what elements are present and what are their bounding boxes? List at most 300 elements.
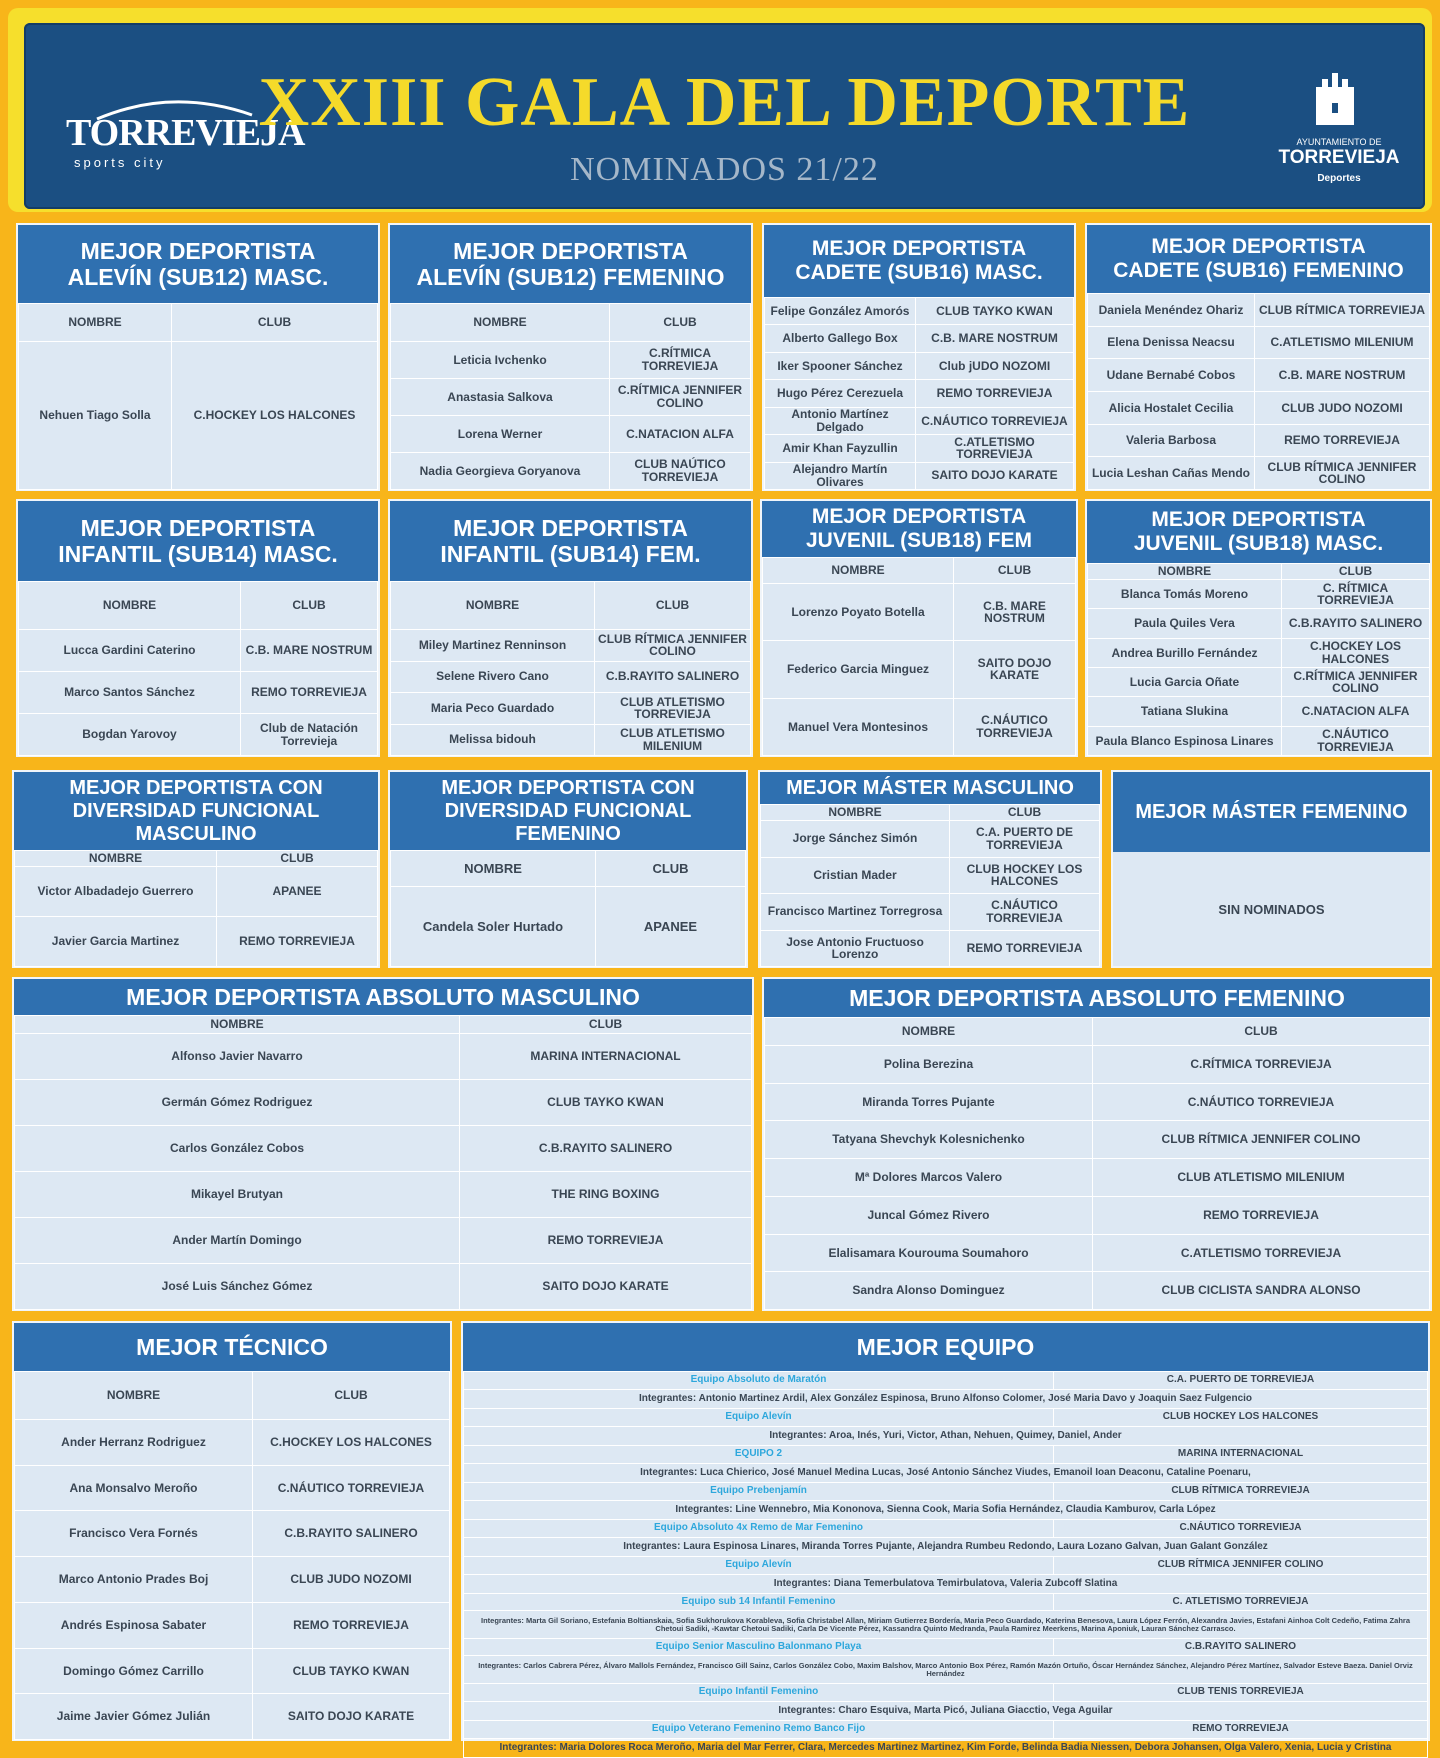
- nominee-club: REMO TORREVIEJA: [241, 672, 378, 714]
- banner-panel: [24, 23, 1425, 209]
- team-members-row: [464, 1702, 1428, 1721]
- nominee-club: SAITO DOJO KARATE: [954, 641, 1076, 698]
- nominee-club: C.NÁUTICO TORREVIEJA: [950, 894, 1100, 931]
- table-row: [1088, 726, 1430, 755]
- table-row: [765, 1234, 1430, 1272]
- table-row: [1088, 391, 1430, 424]
- nominee-name: Selene Rivero Cano: [391, 661, 595, 693]
- nominee-name: Francisco Martinez Torregrosa: [761, 894, 950, 931]
- nominee-name: Udane Bernabé Cobos: [1088, 359, 1255, 392]
- nominee-name: Alicia Hostalet Cecilia: [1088, 391, 1255, 424]
- team-members-row: [464, 1575, 1428, 1594]
- section-box: [12, 977, 754, 1311]
- nominee-name: Valeria Barbosa: [1088, 424, 1255, 457]
- nominee-name: Ander Herranz Rodriguez: [15, 1420, 253, 1466]
- nominee-name: Polina Berezina: [765, 1046, 1093, 1084]
- table-row: [15, 1034, 752, 1080]
- section-title: [14, 1323, 450, 1371]
- nominee-name: Marco Santos Sánchez: [19, 672, 241, 714]
- nominees-table: [390, 303, 751, 490]
- section-title: [390, 772, 746, 850]
- table-row: [761, 894, 1100, 931]
- nominee-name: Alejandro Martín Olivares: [765, 462, 916, 489]
- team-club: REMO TORREVIEJA: [1054, 1721, 1428, 1739]
- column-header-nombre: NOMBRE: [15, 1372, 253, 1420]
- table-row: [765, 435, 1074, 462]
- team-members: Integrantes: Antonio Martinez Ardil, Alex González Espinosa, Bruno Alfonso Colomer, José Maria Davo y Joaquin Saez Fulgencio: [464, 1390, 1428, 1409]
- team-row: [464, 1446, 1428, 1464]
- section-title: [1087, 225, 1430, 293]
- team-members: Integrantes: Carlos Cabrera Pérez, Álvaro Mallols Fernández, Francisco Gill Sainz, Carlos González Cobo, Maxim Balshov, Marco Antonio Box Pérez, Ramón Mazón Ortuño, Óscar Hernández Sánchez, Alejandro Pérez Martínez, Salvador Esteve Baeza. Daniel Orviz Hernández: [464, 1656, 1428, 1684]
- nominee-club: C.HOCKEY LOS HALCONES: [172, 342, 378, 490]
- column-header-club: CLUB: [596, 851, 746, 887]
- section-title-line: MEJOR DEPORTISTA CON: [441, 776, 695, 799]
- section-title: [760, 772, 1100, 804]
- nominee-name: Juncal Gómez Rivero: [765, 1196, 1093, 1234]
- nominee-name: Cristian Mader: [761, 857, 950, 894]
- table-row: [391, 724, 751, 756]
- section-title-line: ALEVÍN (SUB12) FEMENINO: [416, 264, 725, 290]
- column-header-club: CLUB: [253, 1372, 450, 1420]
- table-row: [1088, 326, 1430, 359]
- nominees-table: [390, 581, 751, 756]
- nominee-name: Jose Antonio Fructuoso Lorenzo: [761, 930, 950, 967]
- table-row: [15, 1126, 752, 1172]
- team-members-row: [464, 1656, 1428, 1684]
- table-row: [391, 630, 751, 662]
- table-row: [15, 1694, 450, 1740]
- nominee-name: José Luis Sánchez Gómez: [15, 1264, 460, 1310]
- nominee-club: CLUB CICLISTA SANDRA ALONSO: [1093, 1272, 1430, 1310]
- team-members: Integrantes: Marta Gil Soriano, Estefania Boltianskaia, Sofia Sukhorukova Korableva, Sofia Christabel Allan, Miriam Gutierrez Bordería, Maria Peco Guardado, Katerina Benesova, Laura López Ferrón, Alexandra Javies, Estafani Ainhoa Colt Cedeño, Fatima Zahra Chetoui Sadiki, -Kawtar Chetoui Sadiki, Carla De Vicente Pérez, Kassandra Quinto Medranda, Paula Ramirez Meerkens, Marina Aponiuk, Lauran Sánchez Carrasco.: [464, 1611, 1428, 1639]
- column-header-nombre: NOMBRE: [763, 558, 954, 584]
- nominee-club: C.NÁUTICO TORREVIEJA: [916, 407, 1074, 434]
- column-header-nombre: NOMBRE: [391, 851, 596, 887]
- table-row: [1088, 424, 1430, 457]
- nominee-name: Blanca Tomás Moreno: [1088, 580, 1282, 609]
- table-row: [15, 1080, 752, 1126]
- nominee-club: C.HOCKEY LOS HALCONES: [1282, 638, 1430, 667]
- nominee-club: CLUB ATLETISMO MILENIUM: [595, 724, 751, 756]
- team-club: CLUB HOCKEY LOS HALCONES: [1054, 1409, 1428, 1427]
- team-club: MARINA INTERNACIONAL: [1054, 1446, 1428, 1464]
- table-row: [15, 1420, 450, 1466]
- table-row: [391, 379, 751, 416]
- nominee-club: APANEE: [217, 867, 378, 917]
- column-header-nombre: NOMBRE: [1088, 564, 1282, 580]
- nominee-club: CLUB RÍTMICA JENNIFER COLINO: [1255, 457, 1430, 490]
- nominee-name: Bogdan Yarovoy: [19, 714, 241, 756]
- nominee-club: REMO TORREVIEJA: [916, 380, 1074, 407]
- nominees-table: [764, 297, 1074, 490]
- nominee-name: Paula Blanco Espinosa Linares: [1088, 726, 1282, 755]
- table-row: [15, 917, 378, 967]
- team-row: [464, 1684, 1428, 1702]
- logo-name: TORREVIEJA: [66, 112, 305, 154]
- top-banner: [8, 8, 1432, 212]
- column-header-club: CLUB: [950, 805, 1100, 821]
- team-row: [464, 1594, 1428, 1611]
- column-header-club: CLUB: [610, 304, 751, 342]
- team-name: Equipo Veterano Femenino Remo Banco Fijo: [464, 1721, 1054, 1739]
- column-header-club: CLUB: [954, 558, 1076, 584]
- section-title-line: JUVENIL (SUB18) MASC.: [1133, 532, 1384, 555]
- page-title: XXIII GALA DEL DEPORTE: [258, 64, 1191, 141]
- nominee-name: Mikayel Brutyan: [15, 1172, 460, 1218]
- section-title-line: DIVERSIDAD FUNCIONAL: [444, 799, 692, 822]
- nominee-club: C.RÍTMICA TORREVIEJA: [610, 342, 751, 379]
- section-box: [16, 223, 380, 491]
- team-name: Equipo Alevín: [464, 1557, 1054, 1575]
- table-row: [765, 1196, 1430, 1234]
- nominees-table: [14, 1371, 450, 1740]
- logo-line3: Deportes: [1317, 173, 1361, 184]
- section-title-line: MEJOR DEPORTISTA: [453, 514, 688, 541]
- column-header-nombre: NOMBRE: [391, 582, 595, 630]
- nominee-name: Iker Spooner Sánchez: [765, 352, 916, 379]
- nominee-name: Lorena Werner: [391, 416, 610, 453]
- table-row: [765, 1083, 1430, 1121]
- nominee-club: C.NÁUTICO TORREVIEJA: [954, 698, 1076, 755]
- section-title-line: INFANTIL (SUB14) MASC.: [58, 541, 338, 567]
- nominees-table: [390, 850, 746, 967]
- nominee-club: C.ATLETISMO TORREVIEJA: [1093, 1234, 1430, 1272]
- nominees-table: [18, 581, 378, 756]
- team-club: CLUB RÍTMICA JENNIFER COLINO: [1054, 1557, 1428, 1575]
- nominee-name: Andrea Burillo Fernández: [1088, 638, 1282, 667]
- column-header-club: CLUB: [460, 1016, 752, 1034]
- team-members-row: [464, 1427, 1428, 1446]
- nominee-name: Lucia Garcia Oñate: [1088, 667, 1282, 696]
- nominee-name: Alfonso Javier Navarro: [15, 1034, 460, 1080]
- table-row: [765, 462, 1074, 489]
- table-row: [15, 867, 378, 917]
- table-row: [1088, 697, 1430, 726]
- nominee-name: Domingo Gómez Carrillo: [15, 1648, 253, 1694]
- table-row: [15, 1648, 450, 1694]
- nominee-club: C.B. MARE NOSTRUM: [1255, 359, 1430, 392]
- nominee-club: C.RÍTMICA JENNIFER COLINO: [610, 379, 751, 416]
- nominee-club: CLUB HOCKEY LOS HALCONES: [950, 857, 1100, 894]
- section-title-line: MEJOR DEPORTISTA CON: [69, 776, 323, 799]
- sin-nominados: SIN NOMINADOS: [1218, 901, 1325, 917]
- column-header-club: CLUB: [217, 851, 378, 867]
- team-name: Equipo Prebenjamín: [464, 1483, 1054, 1501]
- nominee-name: Marco Antonio Prades Boj: [15, 1557, 253, 1603]
- team-row: [464, 1721, 1428, 1739]
- section-title: [18, 501, 378, 581]
- nominees-table: [1087, 563, 1430, 756]
- section-title-line: INFANTIL (SUB14) FEM.: [440, 541, 701, 567]
- table-row: [391, 661, 751, 693]
- section-box: [1085, 499, 1432, 757]
- team-members-row: [464, 1538, 1428, 1557]
- nominee-name: Elena Denissa Neacsu: [1088, 326, 1255, 359]
- nominee-name: Leticia Ivchenko: [391, 342, 610, 379]
- section-title-line: MEJOR DEPORTISTA: [453, 237, 688, 264]
- nominees-table: [762, 557, 1076, 756]
- section-box: [12, 770, 380, 968]
- nominee-name: Germán Gómez Rodriguez: [15, 1080, 460, 1126]
- nominee-name: Francisco Vera Fornés: [15, 1511, 253, 1557]
- nominee-club: THE RING BOXING: [460, 1172, 752, 1218]
- column-header-club: CLUB: [241, 582, 378, 630]
- column-header-nombre: NOMBRE: [761, 805, 950, 821]
- nominee-club: CLUB TAYKO KWAN: [253, 1648, 450, 1694]
- ayuntamiento-logo: [1264, 73, 1414, 193]
- nominee-club: REMO TORREVIEJA: [1255, 424, 1430, 457]
- table-row: [763, 584, 1076, 641]
- section-title: [762, 501, 1076, 557]
- column-header-club: CLUB: [1093, 1018, 1430, 1046]
- nominee-club: C.NATACION ALFA: [610, 416, 751, 453]
- team-name: Equipo Absoluto 4x Remo de Mar Femenino: [464, 1520, 1054, 1538]
- nominee-name: Federico Garcia Minguez: [763, 641, 954, 698]
- nominee-name: Andrés Espinosa Sabater: [15, 1602, 253, 1648]
- section-box: [762, 977, 1432, 1311]
- nominee-name: Carlos González Cobos: [15, 1126, 460, 1172]
- nominee-name: Melissa bidouh: [391, 724, 595, 756]
- section-title-line: CADETE (SUB16) MASC.: [795, 261, 1043, 284]
- table-row: [765, 298, 1074, 325]
- nominees-table: [14, 850, 378, 967]
- table-row: [765, 380, 1074, 407]
- section-box: [16, 499, 380, 757]
- team-members: Integrantes: Luca Chierico, José Manuel Medina Lucas, José Antonio Sánchez Viudes, Emanoil Ioan Deaconu, Cataline Poenaru,: [464, 1464, 1428, 1483]
- nominee-name: Lorenzo Poyato Botella: [763, 584, 954, 641]
- table-row: [15, 1557, 450, 1603]
- nominee-club: C.B.RAYITO SALINERO: [595, 661, 751, 693]
- nominee-name: Manuel Vera Montesinos: [763, 698, 954, 755]
- nominee-name: Miley Martinez Renninson: [391, 630, 595, 662]
- team-club: C.A. PUERTO DE TORREVIEJA: [1054, 1372, 1428, 1390]
- section-title-line: JUVENIL (SUB18) FEM: [806, 529, 1032, 552]
- section-title-line: ALEVÍN (SUB12) MASC.: [67, 264, 329, 290]
- nominee-club: C.NÁUTICO TORREVIEJA: [1282, 726, 1430, 755]
- nominee-name: Felipe González Amorós: [765, 298, 916, 325]
- section-title-line: MEJOR DEPORTISTA: [811, 236, 1027, 260]
- nominee-name: Maria Peco Guardado: [391, 693, 595, 725]
- section-title-line: MEJOR DEPORTISTA: [811, 504, 1027, 528]
- section-title-line: MEJOR DEPORTISTA: [1151, 507, 1366, 531]
- team-name: Equipo Alevín: [464, 1409, 1054, 1427]
- team-name: EQUIPO 2: [464, 1446, 1054, 1464]
- mejor-equipo-table: [463, 1371, 1428, 1758]
- team-club: C.B.RAYITO SALINERO: [1054, 1639, 1428, 1656]
- section-box: [388, 499, 753, 757]
- section-title-line: MEJOR DEPORTISTA ABSOLUTO FEMENINO: [849, 984, 1345, 1011]
- team-members: Integrantes: Charo Esquiva, Marta Picó, Juliana Giacctio, Vega Aguilar: [464, 1702, 1428, 1721]
- table-row: [15, 1264, 752, 1310]
- nominee-club: Club jUDO NOZOMI: [916, 352, 1074, 379]
- section-title: [764, 979, 1430, 1017]
- table-row: [1088, 638, 1430, 667]
- section-title: [390, 225, 751, 303]
- column-header-club: CLUB: [595, 582, 751, 630]
- page-subtitle: NOMINADOS 21/22: [570, 151, 879, 188]
- team-members: Integrantes: Line Wennebro, Mia Kononova, Sienna Cook, Maria Sofia Hernández, Claudia Kamburov, Carla López: [464, 1501, 1428, 1520]
- section-title: [1087, 501, 1430, 563]
- section-title: [764, 225, 1074, 297]
- table-row: [15, 1602, 450, 1648]
- nominees-table: [760, 804, 1100, 967]
- nominee-club: C.RÍTMICA JENNIFER COLINO: [1282, 667, 1430, 696]
- team-members: Integrantes: Diana Temerbulatova Temirbulatova, Valeria Zubcoff Slatina: [464, 1575, 1428, 1594]
- logo-tagline: sports city: [74, 155, 166, 170]
- nominee-club: REMO TORREVIEJA: [460, 1218, 752, 1264]
- section-title-line: MEJOR MÁSTER MASCULINO: [786, 776, 1074, 799]
- section-title: [18, 225, 378, 303]
- nominees-table: [764, 1017, 1430, 1310]
- nominee-name: Victor Albadadejo Guerrero: [15, 867, 217, 917]
- nominee-name: Candela Soler Hurtado: [391, 887, 596, 967]
- table-row: [765, 407, 1074, 434]
- nominee-name: Ana Monsalvo Meroño: [15, 1465, 253, 1511]
- nominees-table: [18, 303, 378, 490]
- nominee-name: Nadia Georgieva Goryanova: [391, 453, 610, 490]
- nominee-name: Antonio Martínez Delgado: [765, 407, 916, 434]
- nominee-club: C.B.RAYITO SALINERO: [253, 1511, 450, 1557]
- nominee-club: C.RÍTMICA TORREVIEJA: [1093, 1046, 1430, 1084]
- section-title-line: MEJOR DEPORTISTA: [1151, 234, 1366, 258]
- nominee-name: Lucca Gardini Caterino: [19, 630, 241, 672]
- nominee-club: REMO TORREVIEJA: [1093, 1196, 1430, 1234]
- nominee-name: Jorge Sánchez Simón: [761, 821, 950, 858]
- team-name: Equipo Absoluto de Maratón: [464, 1372, 1054, 1390]
- nominee-club: C.B. MARE NOSTRUM: [241, 630, 378, 672]
- column-header-nombre: NOMBRE: [19, 582, 241, 630]
- section-title-line: CADETE (SUB16) FEMENINO: [1113, 259, 1404, 282]
- nominee-name: Sandra Alonso Dominguez: [765, 1272, 1093, 1310]
- nominee-club: C.B.RAYITO SALINERO: [1282, 609, 1430, 638]
- nominee-club: C.A. PUERTO DE TORREVIEJA: [950, 821, 1100, 858]
- table-row: [391, 416, 751, 453]
- table-row: [1088, 609, 1430, 638]
- nominee-name: Jaime Javier Gómez Julián: [15, 1694, 253, 1740]
- table-row: [1088, 294, 1430, 327]
- table-row: [15, 1218, 752, 1264]
- table-row: [19, 342, 378, 490]
- team-members-row: [464, 1501, 1428, 1520]
- nominee-club: CLUB RÍTMICA JENNIFER COLINO: [595, 630, 751, 662]
- column-header-club: CLUB: [1282, 564, 1430, 580]
- nominee-club: SAITO DOJO KARATE: [253, 1694, 450, 1740]
- team-row: [464, 1372, 1428, 1390]
- section-title-line: MEJOR DEPORTISTA ABSOLUTO MASCULINO: [126, 983, 640, 1010]
- section-title-line: DIVERSIDAD FUNCIONAL: [72, 799, 320, 822]
- column-header-nombre: NOMBRE: [15, 1016, 460, 1034]
- nominee-name: Anastasia Salkova: [391, 379, 610, 416]
- nominee-club: APANEE: [596, 887, 746, 967]
- nominee-club: MARINA INTERNACIONAL: [460, 1034, 752, 1080]
- nominee-club: C.NATACION ALFA: [1282, 697, 1430, 726]
- table-row: [761, 821, 1100, 858]
- column-header-nombre: NOMBRE: [391, 304, 610, 342]
- section-title: [14, 979, 752, 1015]
- nominee-club: C.NÁUTICO TORREVIEJA: [1093, 1083, 1430, 1121]
- nominee-club: CLUB RÍTMICA JENNIFER COLINO: [1093, 1121, 1430, 1159]
- table-row: [765, 1272, 1430, 1310]
- team-club: CLUB RÍTMICA TORREVIEJA: [1054, 1483, 1428, 1501]
- team-members-row: [464, 1390, 1428, 1409]
- castle-icon: [1312, 73, 1358, 125]
- table-row: [15, 1465, 450, 1511]
- nominee-club: CLUB NAÚTICO TORREVIEJA: [610, 453, 751, 490]
- section-title-line: MEJOR MÁSTER FEMENINO: [1135, 800, 1408, 823]
- section-title: [390, 501, 751, 581]
- nominees-table: [1087, 293, 1430, 490]
- table-row: [1088, 580, 1430, 609]
- table-row: [765, 1121, 1430, 1159]
- team-row: [464, 1557, 1428, 1575]
- table-row: [1088, 457, 1430, 490]
- nominee-name: Mª Dolores Marcos Valero: [765, 1159, 1093, 1197]
- column-header-club: CLUB: [172, 304, 378, 342]
- nominee-club: C.ATLETISMO TORREVIEJA: [916, 435, 1074, 462]
- nominee-name: Tatyana Shevchyk Kolesnichenko: [765, 1121, 1093, 1159]
- table-row: [19, 672, 378, 714]
- team-members: Integrantes: Maria Dolores Roca Meroño, Maria del Mar Ferrer, Clara, Mercedes Martinez Martinez, Kim Forde, Belinda Badia Niessen, Debora Johansen, Olga Valero, Xenia, Lucia y Cristina: [464, 1739, 1428, 1758]
- team-members-row: [464, 1464, 1428, 1483]
- nominee-name: Ander Martín Domingo: [15, 1218, 460, 1264]
- section-box: [388, 223, 753, 491]
- nominee-name: Amir Khan Fayzullin: [765, 435, 916, 462]
- section-box: [762, 223, 1076, 491]
- table-row: [15, 1511, 450, 1557]
- section-title-line: FEMENINO: [515, 822, 621, 845]
- table-row: [1088, 359, 1430, 392]
- nominee-club: C.NÁUTICO TORREVIEJA: [253, 1465, 450, 1511]
- nominee-name: Miranda Torres Pujante: [765, 1083, 1093, 1121]
- table-row: [765, 352, 1074, 379]
- team-members: Integrantes: Aroa, Inés, Yuri, Victor, Athan, Nehuen, Quimey, Daniel, Ander: [464, 1427, 1428, 1446]
- table-row: [765, 325, 1074, 352]
- nominee-club: CLUB TAYKO KWAN: [916, 298, 1074, 325]
- team-row: [464, 1520, 1428, 1538]
- table-row: [15, 1172, 752, 1218]
- nominee-club: REMO TORREVIEJA: [950, 930, 1100, 967]
- team-row: [464, 1409, 1428, 1427]
- section-box: [1111, 770, 1432, 968]
- nominee-name: Nehuen Tiago Solla: [19, 342, 172, 490]
- section-title-line: MASCULINO: [135, 822, 257, 845]
- nominee-club: CLUB TAYKO KWAN: [460, 1080, 752, 1126]
- nominee-club: C. RÍTMICA TORREVIEJA: [1282, 580, 1430, 609]
- logo-line1: AYUNTAMIENTO DE: [1296, 137, 1382, 147]
- nominees-table: [14, 1015, 752, 1310]
- table-row: [765, 1046, 1430, 1084]
- section-title-line: MEJOR DEPORTISTA: [80, 237, 316, 264]
- team-club: C. ATLETISMO TORREVIEJA: [1054, 1594, 1428, 1611]
- section-box: [760, 499, 1078, 757]
- nominee-name: Javier Garcia Martinez: [15, 917, 217, 967]
- section-box: [388, 770, 748, 968]
- nominee-club: CLUB JUDO NOZOMI: [253, 1557, 450, 1603]
- nominee-name: Alberto Gallego Box: [765, 325, 916, 352]
- nominee-club: CLUB ATLETISMO MILENIUM: [1093, 1159, 1430, 1197]
- nominee-club: SAITO DOJO KARATE: [460, 1264, 752, 1310]
- team-members: Integrantes: Laura Espinosa Linares, Miranda Torres Pujante, Alejandra Rumbeu Redondo, Laura Lozano Galvan, Juan Galant González: [464, 1538, 1428, 1557]
- nominee-club: CLUB ATLETISMO TORREVIEJA: [595, 693, 751, 725]
- section-box: [758, 770, 1102, 968]
- mejor-equipo-title: MEJOR EQUIPO: [463, 1323, 1428, 1371]
- team-club: C.NÁUTICO TORREVIEJA: [1054, 1520, 1428, 1538]
- nominee-club: C.B. MARE NOSTRUM: [916, 325, 1074, 352]
- nominee-name: Elalisamara Kourouma Soumahoro: [765, 1234, 1093, 1272]
- table-row: [391, 453, 751, 490]
- table-row: [391, 693, 751, 725]
- table-row: [761, 930, 1100, 967]
